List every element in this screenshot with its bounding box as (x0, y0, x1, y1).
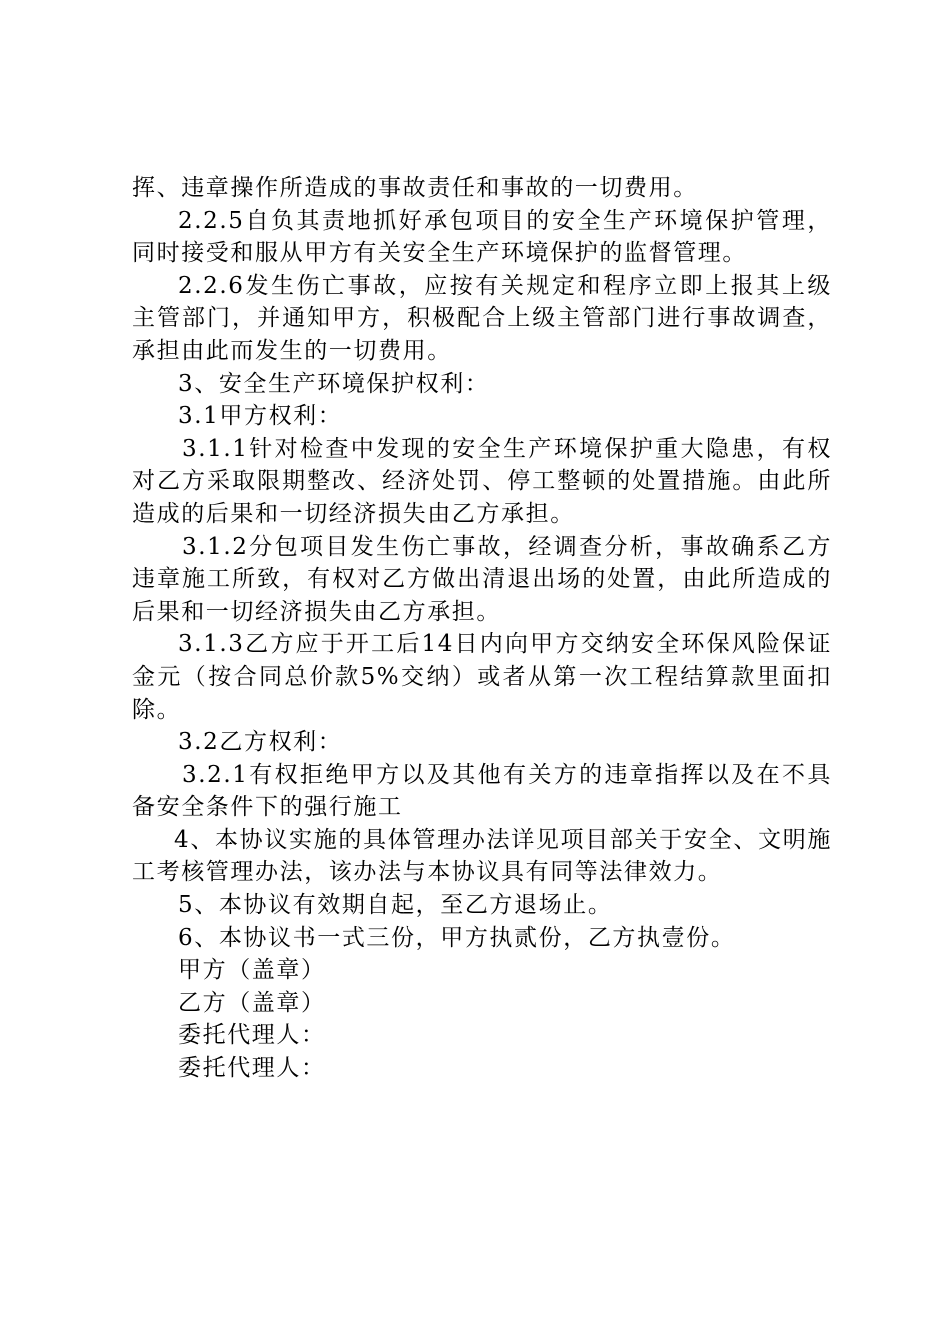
clause-3-2-1: 3.2.1有权拒绝甲方以及其他有关方的违章指挥以及在不具备安全条件下的强行施工 (132, 761, 832, 821)
section-3-2-heading: 3.2乙方权利： (178, 729, 343, 756)
clause-3-1-3: 3.1.3乙方应于开工后14日内向甲方交纳安全环保风险保证金元（按合同总价款5%交纳）或者从第一次工程结算款里面扣除。 (132, 631, 832, 723)
section-3-heading: 3、安全生产环境保护权利： (178, 370, 490, 397)
clause-2-2-6: 2.2.6发生伤亡事故，应按有关规定和程序立即上报其上级主管部门，并通知甲方，积极配合上级主管部门进行事故调查，承担由此而发生的一切费用。 (132, 272, 832, 364)
party-a-seal: 甲方（盖章） (178, 957, 326, 984)
section-6: 6、本协议书一式三份，甲方执贰份，乙方执壹份。 (178, 924, 736, 951)
party-b-seal: 乙方（盖章） (178, 989, 326, 1016)
paragraph-continuation: 挥、违章操作所造成的事故责任和事故的一切费用。 (132, 175, 698, 201)
clause-3-1-1: 3.1.1针对检查中发现的安全生产环境保护重大隐患，有权对乙方采取限期整改、经济处罚、停工整顿的处置措施。由此所造成的后果和一切经济损失由乙方承担。 (132, 435, 832, 527)
clause-3-1-2: 3.1.2分包项目发生伤亡事故，经调查分析，事故确系乙方违章施工所致，有权对乙方做出清退出场的处置，由此所造成的后果和一切经济损失由乙方承担。 (132, 533, 832, 625)
section-3-1-heading: 3.1甲方权利： (178, 403, 343, 430)
agent-signature-b: 委托代理人： (178, 1055, 326, 1082)
section-5: 5、本协议有效期自起，至乙方退场止。 (178, 892, 613, 919)
clause-2-2-5: 2.2.5自负其责地抓好承包项目的安全生产环境保护管理，同时接受和服从甲方有关安全生产环境保护的监督管理。 (132, 207, 832, 267)
section-4: 4、本协议实施的具体管理办法详见项目部关于安全、文明施工考核管理办法，该办法与本协议具有同等法律效力。 (132, 826, 832, 886)
agent-signature-a: 委托代理人： (178, 1022, 326, 1049)
document-body (132, 172, 832, 1085)
